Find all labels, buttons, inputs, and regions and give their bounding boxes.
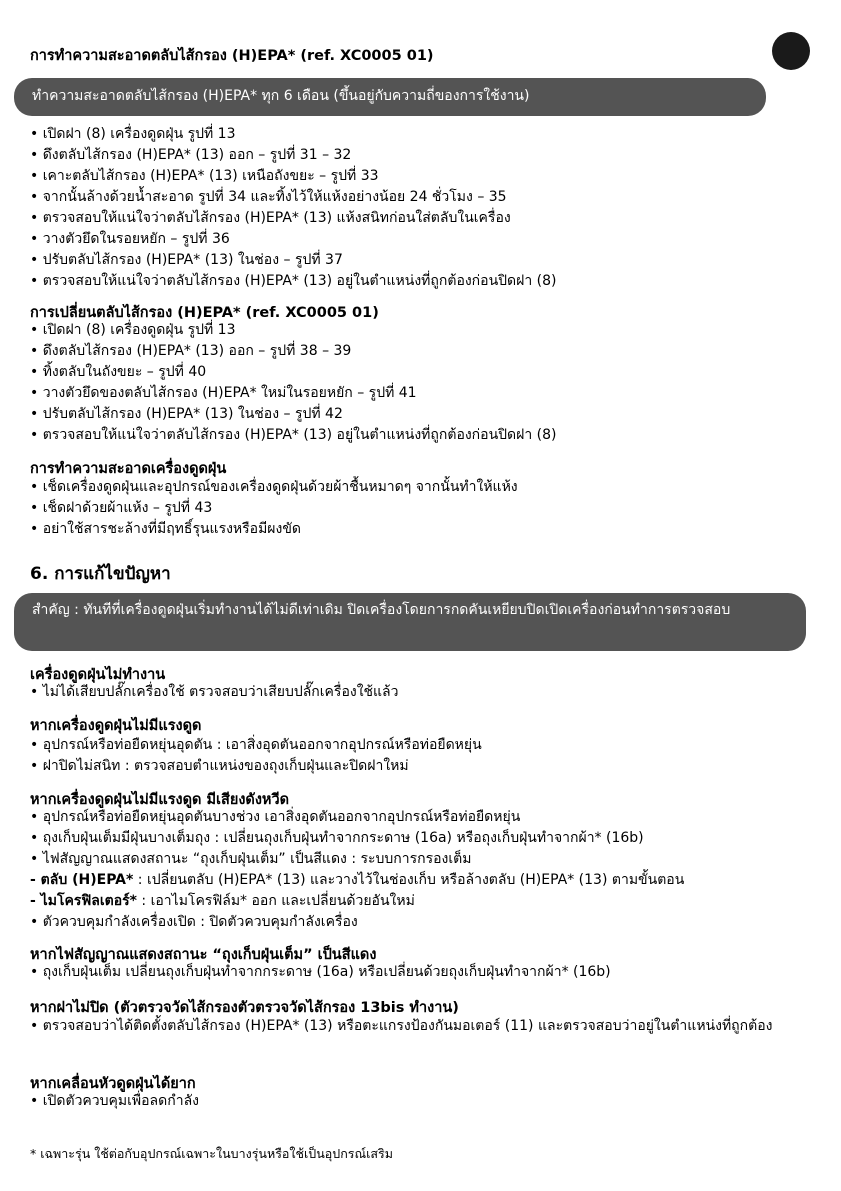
hepa-text: : เปลี่ยนตลับ (H)EPA* (13) และวางไว้ในช่องเก็บ หรือล้างตลับ (H)EPA* (13) ตามขั้นตอน bbox=[133, 872, 685, 888]
list-item: • เปิดฝา (8) เครื่องดูดฝุ่น รูปที่ 13 bbox=[30, 322, 236, 338]
head-title: หากเคลื่อนหัวดูดฝุ่นได้ยาก bbox=[30, 1076, 196, 1092]
list-item: • ดึงตลับไส้กรอง (H)EPA* (13) ออก – รูปที่ 38 – 39 bbox=[30, 343, 352, 359]
list-item bbox=[30, 891, 820, 912]
list-item: • เคาะตลับไส้กรอง (H)EPA* (13) เหนือถังขยะ – รูปที่ 33 bbox=[30, 168, 379, 184]
hepa-cleaning-steps bbox=[30, 124, 820, 292]
list-item: • อุปกรณ์หรือท่อยืดหยุ่นอุดตัน : เอาสิ่งอุดตันออกจากอุปกรณ์หรือท่อยืดหยุ่น bbox=[30, 737, 482, 753]
list-item: • ถุงเก็บฝุ่นเต็ม เปลี่ยนถุงเก็บฝุ่นทำจากกระดาษ (16a) หรือเปลี่ยนด้วยถุงเก็บฝุ่นทำจากผ้า* (16b) bbox=[30, 964, 611, 980]
red-light-title: หากไฟสัญญาณแสดงสถานะ “ถุงเก็บฝุ่นเต็ม” เป็นสีแดง bbox=[30, 947, 377, 963]
list-item: • ถุงเก็บฝุ่นเต็มมีฝุ่นบางเต็มถุง : เปลี่ยนถุงเก็บฝุ่นทำจากกระดาษ (16a) หรือถุงเก็บฝุ่นทำจากผ้า* (16b) bbox=[30, 830, 644, 846]
hepa-cleaning-title: การทำความสะอาดตลับไส้กรอง (H)EPA* (ref. XC0005 01) bbox=[30, 48, 434, 64]
footnote: * เฉพาะรุ่น ใช้ต่อกับอุปกรณ์เฉพาะในบางรุ่นหรือใช้เป็นอุปกรณ์เสริม bbox=[30, 1146, 393, 1161]
list-item: • เปิดตัวควบคุมเพื่อลดกำลัง bbox=[30, 1093, 199, 1109]
whistling-title: หากเครื่องดูดฝุ่นไม่มีแรงดูด มีเสียงดังหวีด bbox=[30, 792, 290, 808]
list-item: • เช็ดเครื่องดูดฝุ่นและอุปกรณ์ของเครื่องดูดฝุ่นด้วยผ้าชื้นหมาดๆ จากนั้นทำให้แห้ง bbox=[30, 479, 518, 495]
whistling-list bbox=[30, 807, 820, 933]
vacuum-cleaning-title: การทำความสะอาดเครื่องดูดฝุ่น bbox=[30, 461, 227, 477]
list-item: • ฝาปิดไม่สนิท : ตรวจสอบตำแหน่งของถุงเก็บฝุ่นและปิดฝาใหม่ bbox=[30, 758, 409, 774]
list-item: • วางตัวยึดของตลับไส้กรอง (H)EPA* ใหม่ในรอยหยัก – รูปที่ 41 bbox=[30, 385, 417, 401]
list-item: • ตัวควบคุมกำลังเครื่องเปิด : ปิดตัวควบคุมกำลังเครื่อง bbox=[30, 914, 358, 930]
red-light-list bbox=[30, 962, 820, 983]
microfilter-text: : เอาไมโครฟิล์ม* ออก และเปลี่ยนด้วยอันใหม่ bbox=[136, 893, 415, 909]
list-item: • ปรับตลับไส้กรอง (H)EPA* (13) ในช่อง – รูปที่ 42 bbox=[30, 406, 343, 422]
list-item: • ปรับตลับไส้กรอง (H)EPA* (13) ในช่อง – รูปที่ 37 bbox=[30, 252, 343, 268]
not-working-title: เครื่องดูดฝุ่นไม่ทำงาน bbox=[30, 667, 166, 683]
microfilter-label: - ไมโครฟิลเตอร์* bbox=[30, 893, 137, 909]
troubleshooting-banner: สำคัญ : ทันทีที่เครื่องดูดฝุ่นเริ่มทำงานได้ไม่ดีเท่าเดิม ปิดเครื่องโดยการกดคันเหยียบปิดเปิดเครื่องก่อนทำการตรวจสอบ bbox=[14, 593, 806, 651]
list-item: • ไม่ได้เสียบปลั๊กเครื่องใช้ ตรวจสอบว่าเสียบปลั๊กเครื่องใช้แล้ว bbox=[30, 684, 399, 700]
troubleshooting-heading: 6. การแก้ไขปัญหา bbox=[30, 564, 171, 584]
list-item: • ทิ้งตลับในถังขยะ – รูปที่ 40 bbox=[30, 364, 207, 380]
list-item: • เปิดฝา (8) เครื่องดูดฝุ่น รูปที่ 13 bbox=[30, 126, 236, 142]
list-item: • ดึงตลับไส้กรอง (H)EPA* (13) ออก – รูปที่ 31 – 32 bbox=[30, 147, 352, 163]
hepa-replacing-title: การเปลี่ยนตลับไส้กรอง (H)EPA* (ref. XC0005 01) bbox=[30, 305, 379, 321]
list-item: • อย่าใช้สารชะล้างที่มีฤทธิ์รุนแรงหรือมีผงขัด bbox=[30, 521, 302, 537]
list-item: • จากนั้นล้างด้วยน้ำสะอาด รูปที่ 34 และทิ้งไว้ให้แห้งอย่างน้อย 24 ชั่วโมง – 35 bbox=[30, 189, 507, 205]
vacuum-cleaning-steps bbox=[30, 477, 820, 540]
list-item: • ตรวจสอบให้แน่ใจว่าตลับไส้กรอง (H)EPA* (13) แห้งสนิทก่อนใส่ตลับในเครื่อง bbox=[30, 210, 511, 226]
lid-list bbox=[30, 1016, 820, 1037]
no-suction-list bbox=[30, 735, 820, 777]
list-item: • ตรวจสอบให้แน่ใจว่าตลับไส้กรอง (H)EPA* (13) อยู่ในตำแหน่งที่ถูกต้องก่อนปิดฝา (8) bbox=[30, 273, 557, 289]
list-item: • อุปกรณ์หรือท่อยืดหยุ่นอุดตันบางช่วง เอาสิ่งอุดตันออกจากอุปกรณ์หรือท่อยืดหยุ่น bbox=[30, 809, 521, 825]
hepa-replacing-steps bbox=[30, 320, 820, 446]
list-item: • วางตัวยึดในรอยหยัก – รูปที่ 36 bbox=[30, 231, 230, 247]
head-list bbox=[30, 1091, 820, 1112]
hepa-cleaning-banner: ทำความสะอาดตลับไส้กรอง (H)EPA* ทุก 6 เดือน (ขึ้นอยู่กับความถี่ของการใช้งาน) bbox=[14, 78, 766, 116]
list-item: • ไฟสัญญาณแสดงสถานะ “ถุงเก็บฝุ่นเต็ม” เป็นสีแดง : ระบบการกรองเต็ม bbox=[30, 851, 472, 867]
list-item: • เช็ดฝาด้วยผ้าแห้ง – รูปที่ 43 bbox=[30, 500, 213, 516]
no-suction-title: หากเครื่องดูดฝุ่นไม่มีแรงดูด bbox=[30, 718, 202, 734]
hepa-label: - ตลับ (H)EPA* bbox=[30, 872, 134, 888]
list-item: • ตรวจสอบให้แน่ใจว่าตลับไส้กรอง (H)EPA* (13) อยู่ในตำแหน่งที่ถูกต้องก่อนปิดฝา (8) bbox=[30, 427, 557, 443]
page-marker-dot bbox=[772, 32, 810, 70]
lid-title: หากฝาไม่ปิด (ตัวตรวจวัดไส้กรองตัวตรวจวัดไส้กรอง 13bis ทำงาน) bbox=[30, 1000, 459, 1016]
list-item bbox=[30, 870, 820, 891]
list-item: • ตรวจสอบว่าได้ติดตั้งตลับไส้กรอง (H)EPA* (13) หรือตะแกรงป้องกันมอเตอร์ (11) และตรวจสอบว่าอยู่ในตำแหน่งที่ถูกต้อง bbox=[30, 1018, 773, 1034]
not-working-list bbox=[30, 682, 820, 703]
